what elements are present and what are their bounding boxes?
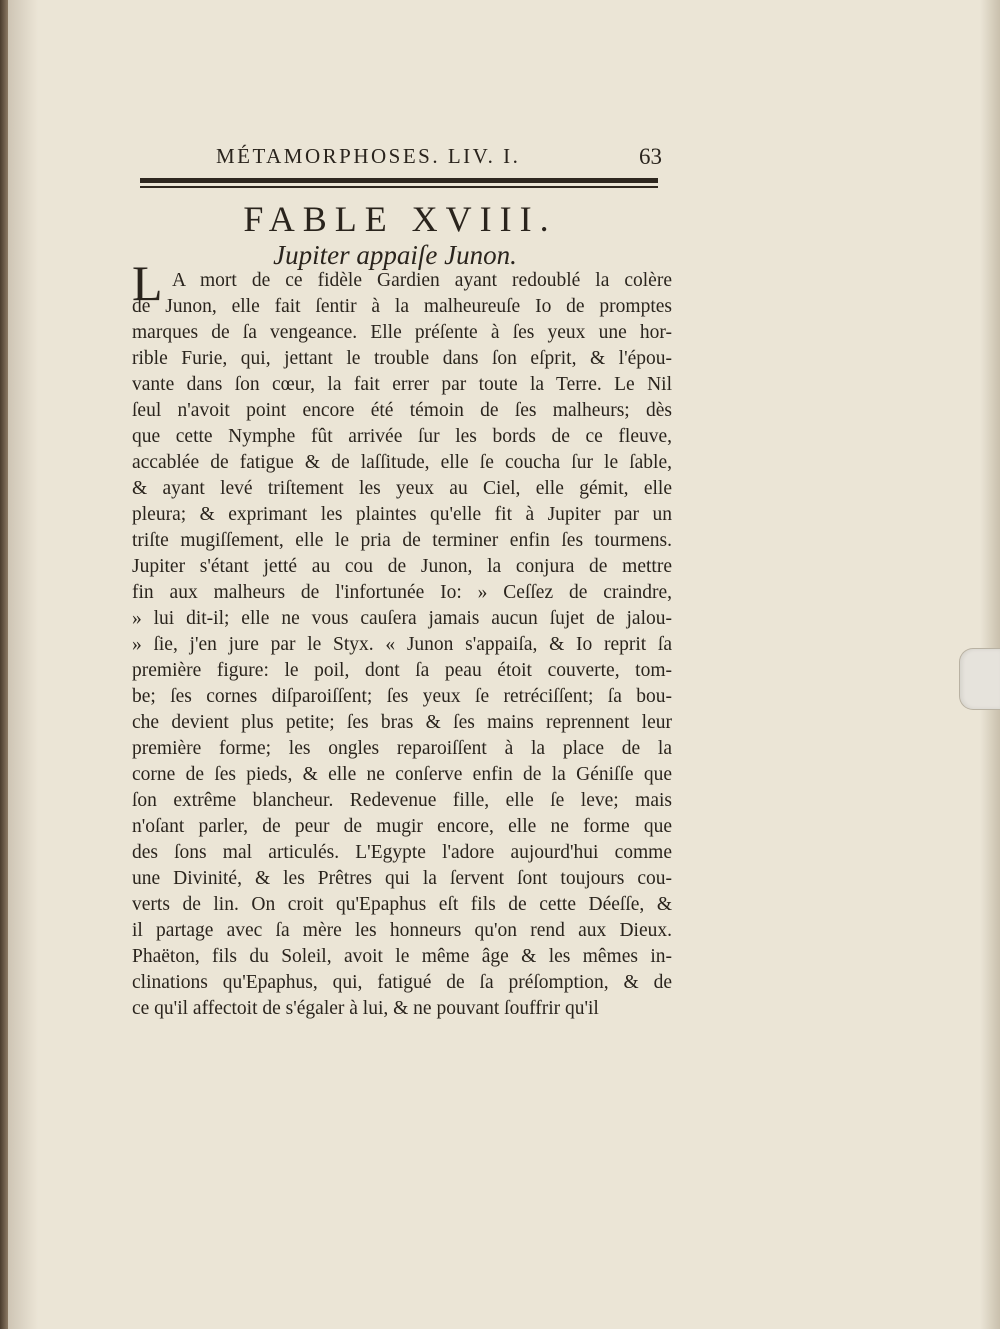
text-line: rible Furie, qui, jettant le trouble dans ſon eſprit, & l'épou-: [132, 348, 672, 369]
text-line: une Divinité, & les Prêtres qui la ſervent ſont toujours cou-: [132, 868, 672, 889]
text-line: première figure: le poil, dont ſa peau étoit couverte, tom-: [132, 660, 672, 681]
text-line: n'oſant parler, de peur de mugir encore, elle ne forme que: [132, 816, 672, 837]
text-line: il partage avec ſa mère les honneurs qu'on rend aux Dieux.: [132, 920, 672, 941]
drop-cap: L: [132, 255, 163, 311]
text-line: ſon extrême blancheur. Redevenue fille, elle ſe leve; mais: [132, 790, 672, 811]
text-line: vante dans ſon cœur, la fait errer par toute la Terre. Le Nil: [132, 374, 672, 395]
text-line: fin aux malheurs de l'infortunée Io: » Ceſſez de craindre,: [132, 582, 672, 603]
header-rule-thick: [140, 178, 658, 183]
text-line: Jupiter s'étant jetté au cou de Junon, la conjura de mettre: [132, 556, 672, 577]
body-text: [132, 268, 672, 1022]
text-line: que cette Nymphe fût arrivée ſur les bords de ce fleuve,: [132, 426, 672, 447]
text-line: A mort de ce fidèle Gardien ayant redoublé la colère: [172, 270, 672, 291]
fable-subtitle: Jupiter appaiſe Junon.: [273, 240, 517, 270]
text-line: ce qu'il affectoit de s'égaler à lui, & ne pouvant ſouffrir qu'il: [132, 998, 599, 1019]
running-head-title: MÉTAMORPHOSES. LIV. I.: [216, 144, 521, 168]
text-line: clinations qu'Epaphus, qui, fatigué de ſa préſomption, & de: [132, 972, 672, 993]
text-line: corne de ſes pieds, & elle ne conſerve enfin de la Géniſſe que: [132, 764, 672, 785]
text-line: première forme; les ongles reparoiſſent à la place de la: [132, 738, 672, 759]
text-line: des ſons mal articulés. L'Egypte l'adore aujourd'hui comme: [132, 842, 672, 863]
text-line: » ſie, j'en jure par le Styx. « Junon s'appaiſa, & Io reprit ſa: [132, 634, 672, 655]
text-line: triſte mugiſſement, elle le pria de terminer enfin ſes tourmens.: [132, 530, 672, 551]
text-line: de Junon, elle fait ſentir à la malheureuſe Io de promptes: [132, 296, 672, 317]
fable-title: FABLE XVIII.: [243, 199, 557, 239]
text-line: be; ſes cornes diſparoiſſent; ſes yeux ſe retréciſſent; ſa bou-: [132, 686, 672, 707]
page-number: 63: [639, 144, 662, 169]
text-line: che devient plus petite; ſes bras & ſes mains reprennent leur: [132, 712, 672, 733]
page-tab: [959, 648, 1000, 710]
text-line: ſeul n'avoit point encore été témoin de ſes malheurs; dès: [132, 400, 672, 421]
text-line: » lui dit-il; elle ne vous cauſera jamais aucun ſujet de jalou-: [132, 608, 672, 629]
text-line: marques de ſa vengeance. Elle préſente à ſes yeux une hor-: [132, 322, 672, 343]
text-line: Phaëton, fils du Soleil, avoit le même âge & les mêmes in-: [132, 946, 672, 967]
header-rule-thin: [140, 186, 658, 188]
text-line: pleura; & exprimant les plaintes qu'elle fit à Jupiter par un: [132, 504, 672, 525]
text-line: & ayant levé triſtement les yeux au Ciel, elle gémit, elle: [132, 478, 672, 499]
running-head: [216, 142, 666, 174]
text-line: accablée de fatigue & de laſſitude, elle ſe coucha ſur le ſable,: [132, 452, 672, 473]
text-line: verts de lin. On croit qu'Epaphus eſt fils de cette Déeſſe, &: [132, 894, 672, 915]
